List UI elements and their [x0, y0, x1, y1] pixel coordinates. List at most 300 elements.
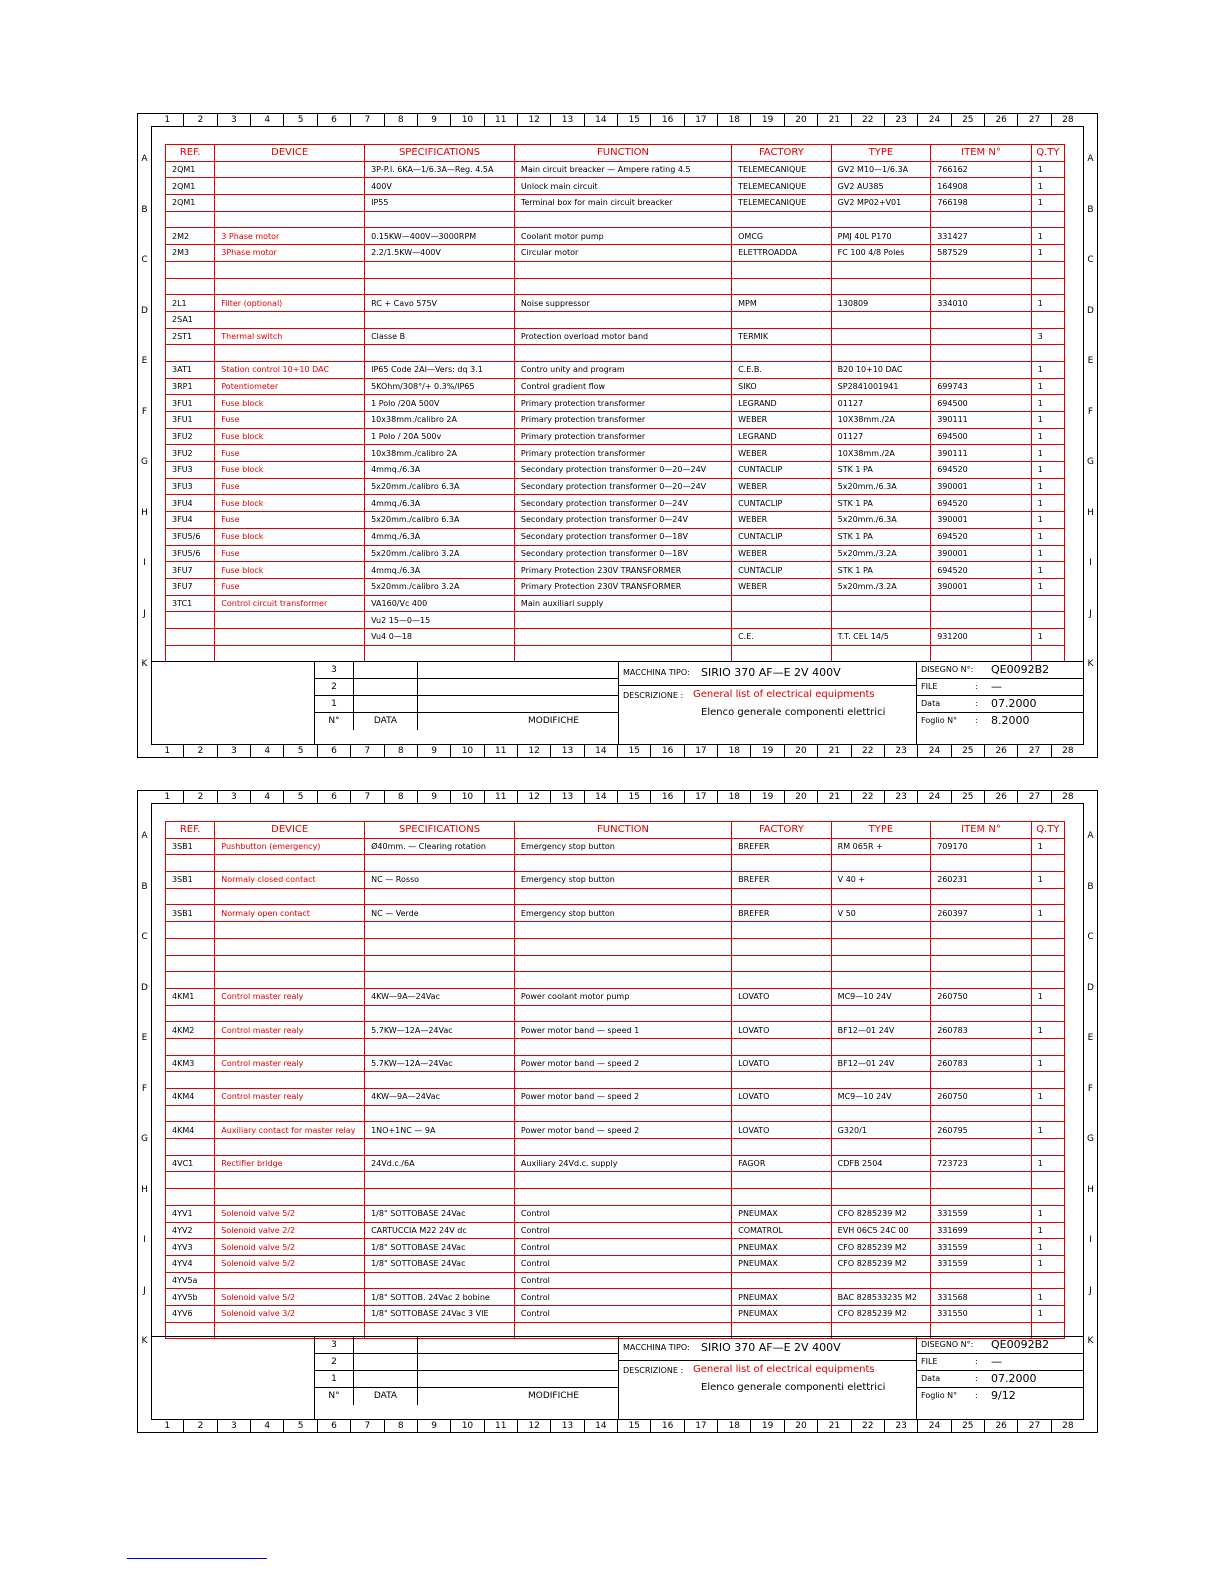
row-letter: G — [1087, 1134, 1094, 1144]
ruler-number: 9 — [417, 114, 450, 126]
row-letter: G — [141, 1134, 148, 1144]
table-row — [166, 428, 1065, 445]
ruler-number: 6 — [317, 1420, 350, 1432]
cell-type — [831, 1105, 931, 1122]
drawing-number: QE0092B2 — [991, 663, 1050, 676]
cell-device — [215, 261, 365, 278]
cell-function: Control — [514, 1255, 731, 1272]
cell-factory — [732, 1105, 832, 1122]
ruler-number: 11 — [484, 745, 517, 757]
table-row — [166, 245, 1065, 262]
cell-ref: 3FU3 — [166, 478, 215, 495]
cell-device — [215, 955, 365, 972]
cell-ref — [166, 1172, 215, 1189]
cell-ref: 4YV3 — [166, 1239, 215, 1256]
cell-spec: CARTUCCIA M22 24V dc — [365, 1222, 515, 1239]
column-ruler-bottom — [151, 744, 1084, 757]
ruler-number: 23 — [884, 1420, 917, 1432]
footer-link[interactable] — [127, 1553, 267, 1559]
ruler-number: 15 — [617, 791, 650, 803]
cell-factory: COMATROL — [732, 1222, 832, 1239]
cell-device — [215, 938, 365, 955]
cell-factory: LEGRAND — [732, 428, 832, 445]
table-row — [166, 345, 1065, 362]
row-letter: D — [1087, 982, 1094, 993]
ruler-number: 2 — [183, 791, 216, 803]
cell-type: B20 10+10 DAC — [831, 361, 931, 378]
cell-factory — [732, 1272, 832, 1289]
cell-device: Fuse — [215, 578, 365, 595]
cell-item: 390001 — [931, 512, 1032, 529]
drawing-number: QE0092B2 — [991, 1338, 1050, 1351]
cell-function — [514, 1139, 731, 1156]
cell-ref: 4YV5b — [166, 1289, 215, 1306]
cell-item: 931200 — [931, 628, 1032, 645]
ruler-number: 24 — [917, 745, 950, 757]
cell-qty: 1 — [1031, 1205, 1064, 1222]
cell-function — [514, 855, 731, 872]
ruler-number: 8 — [384, 791, 417, 803]
cell-function — [514, 922, 731, 939]
cell-item — [931, 311, 1032, 328]
cell-spec: IP55 — [365, 195, 515, 212]
ruler-number: 11 — [484, 1420, 517, 1432]
cell-device — [215, 855, 365, 872]
table-row — [166, 1189, 1065, 1206]
cell-factory: CUNTACLIP — [732, 528, 832, 545]
ruler-number: 1 — [164, 792, 171, 802]
cell-type: BF12—01 24V — [831, 1022, 931, 1039]
cell-device: Fuse — [215, 412, 365, 429]
column-header: FUNCTION — [514, 822, 731, 839]
table-body — [166, 838, 1065, 1339]
cell-qty — [1031, 612, 1064, 629]
cell-spec: Classe B — [365, 328, 515, 345]
cell-type: 01127 — [831, 428, 931, 445]
cell-device: Control master realy — [215, 1022, 365, 1039]
cell-spec — [365, 1272, 515, 1289]
cell-qty — [1031, 972, 1064, 989]
cell-qty — [1031, 1172, 1064, 1189]
cell-qty: 1 — [1031, 361, 1064, 378]
cell-device: Rectifier bridge — [215, 1155, 365, 1172]
revision-number: 2 — [315, 679, 354, 695]
cell-factory: PNEUMAX — [732, 1289, 832, 1306]
cell-type: 5x20mm./3.2A — [831, 578, 931, 595]
ruler-number: 1 — [164, 115, 171, 125]
row-letter: H — [141, 1184, 148, 1195]
cell-spec: 1 Polo /20A 500V — [365, 395, 515, 412]
table-row — [166, 1239, 1065, 1256]
cell-qty — [1031, 955, 1064, 972]
sheet-label: Foglio N° — [921, 716, 958, 725]
drawing-sheet-2 — [137, 790, 1098, 1433]
cell-item — [931, 855, 1032, 872]
cell-qty: 1 — [1031, 412, 1064, 429]
cell-factory: LOVATO — [732, 1122, 832, 1139]
cell-factory — [732, 955, 832, 972]
cell-ref: 4YV5a — [166, 1272, 215, 1289]
cell-ref: 3FU1 — [166, 412, 215, 429]
ruler-number: 19 — [750, 1420, 783, 1432]
cell-type: 5x20mm./6.3A — [831, 512, 931, 529]
cell-function: Secondary protection transformer 0—18V — [514, 545, 731, 562]
cell-factory: WEBER — [732, 545, 832, 562]
cell-qty: 1 — [1031, 1305, 1064, 1322]
cell-device: Fuse — [215, 545, 365, 562]
cell-qty: 1 — [1031, 445, 1064, 462]
cell-spec: 5x20mm./calibro 6.3A — [365, 478, 515, 495]
column-header: TYPE — [831, 145, 931, 162]
cell-item — [931, 361, 1032, 378]
cell-type — [831, 1139, 931, 1156]
cell-item: 699743 — [931, 378, 1032, 395]
cell-factory — [732, 855, 832, 872]
cell-qty: 1 — [1031, 1155, 1064, 1172]
cell-device — [215, 1139, 365, 1156]
cell-item: 334010 — [931, 295, 1032, 312]
row-letter: I — [143, 1235, 146, 1245]
ruler-number: 27 — [1017, 1420, 1050, 1432]
ruler-number: 7 — [350, 1420, 383, 1432]
sheet-value: 9/12 — [991, 1389, 1016, 1402]
cell-device: Fuse block — [215, 428, 365, 445]
table-row — [166, 872, 1065, 889]
cell-ref: 3SB1 — [166, 872, 215, 889]
column-header: ITEM N° — [931, 822, 1032, 839]
cell-spec: NC — Verde — [365, 905, 515, 922]
cell-spec — [365, 261, 515, 278]
ruler-number: 2 — [183, 745, 216, 757]
table-row — [166, 1272, 1065, 1289]
cell-device — [215, 311, 365, 328]
row-letter: F — [141, 1083, 148, 1094]
row-ruler-right — [1083, 126, 1097, 745]
cell-function — [514, 955, 731, 972]
cell-device — [215, 345, 365, 362]
cell-ref: 4KM4 — [166, 1089, 215, 1106]
cell-ref: 2QM1 — [166, 161, 215, 178]
row-ruler-left — [138, 126, 152, 745]
cell-function — [514, 1038, 731, 1055]
row-letter: D — [141, 982, 148, 993]
ruler-number: 13 — [550, 1420, 583, 1432]
cell-type — [831, 1072, 931, 1089]
cell-ref — [166, 922, 215, 939]
row-letter: C — [141, 932, 148, 942]
cell-item: 723723 — [931, 1155, 1032, 1172]
cell-item — [931, 888, 1032, 905]
ruler-number: 24 — [917, 114, 950, 126]
cell-type — [831, 1189, 931, 1206]
ruler-number: 3 — [217, 114, 250, 126]
table-header — [166, 145, 1065, 162]
cell-qty — [1031, 595, 1064, 612]
ruler-number: 9 — [417, 745, 450, 757]
ruler-number: 22 — [851, 745, 884, 757]
cell-spec: 24Vd.c./6A — [365, 1155, 515, 1172]
cell-qty: 1 — [1031, 905, 1064, 922]
table-row — [166, 888, 1065, 905]
ruler-number: 26 — [984, 114, 1017, 126]
cell-type — [831, 1172, 931, 1189]
cell-ref — [166, 1189, 215, 1206]
cell-item — [931, 922, 1032, 939]
cell-factory — [732, 972, 832, 989]
cell-device — [215, 1038, 365, 1055]
cell-type — [831, 211, 931, 228]
cell-type: 10X38mm./2A — [831, 412, 931, 429]
table-row — [166, 495, 1065, 512]
cell-device — [215, 1105, 365, 1122]
ruler-number: 1 — [164, 746, 171, 756]
cell-ref: 2M3 — [166, 245, 215, 262]
description-italian: Elenco generale componenti elettrici — [701, 707, 886, 718]
cell-qty: 1 — [1031, 1022, 1064, 1039]
cell-factory: LOVATO — [732, 1055, 832, 1072]
cell-item — [931, 328, 1032, 345]
cell-function: Control — [514, 1272, 731, 1289]
row-letter: A — [1087, 831, 1094, 841]
cell-function: Secondary protection transformer 0—24V — [514, 495, 731, 512]
ruler-number: 18 — [717, 1420, 750, 1432]
cell-device — [215, 1172, 365, 1189]
cell-type: 10X38mm./2A — [831, 445, 931, 462]
table-row — [166, 228, 1065, 245]
cell-item — [931, 211, 1032, 228]
cell-device — [215, 628, 365, 645]
ruler-number: 5 — [283, 791, 316, 803]
cell-spec — [365, 1139, 515, 1156]
date-label: Data — [921, 1374, 941, 1383]
table-row — [166, 1072, 1065, 1089]
cell-item: 260783 — [931, 1022, 1032, 1039]
cell-ref — [166, 261, 215, 278]
cell-spec: IP65 Code 2AI—Vers: dq 3.1 — [365, 361, 515, 378]
cell-type — [831, 1038, 931, 1055]
cell-factory — [732, 345, 832, 362]
cell-factory — [732, 922, 832, 939]
ruler-number: 8 — [384, 745, 417, 757]
title-block-blank — [151, 662, 314, 745]
cell-device: Solenoid valve 2/2 — [215, 1222, 365, 1239]
row-ruler-left — [138, 803, 152, 1420]
revision-number: 1 — [315, 696, 354, 712]
cell-factory — [732, 612, 832, 629]
revisions-block — [314, 1337, 619, 1420]
row-letter: H — [141, 507, 148, 518]
cell-device: 3 Phase motor — [215, 228, 365, 245]
table-row — [166, 1155, 1065, 1172]
cell-function: Auxiliary 24Vd.c. supply — [514, 1155, 731, 1172]
cell-type — [831, 278, 931, 295]
column-header: SPECIFICATIONS — [365, 145, 515, 162]
cell-factory — [732, 1172, 832, 1189]
ruler-number: 28 — [1051, 114, 1084, 126]
row-letter: K — [141, 659, 148, 669]
table-row — [166, 1289, 1065, 1306]
cell-spec — [365, 888, 515, 905]
cell-factory: PNEUMAX — [732, 1255, 832, 1272]
date-value: 07.2000 — [991, 697, 1037, 710]
table-row — [166, 972, 1065, 989]
cell-item: 390001 — [931, 545, 1032, 562]
cell-ref: 3FU2 — [166, 445, 215, 462]
cell-item: 331568 — [931, 1289, 1032, 1306]
cell-function: Secondary protection transformer 0—20—24V — [514, 462, 731, 479]
cell-function: Emergency stop button — [514, 905, 731, 922]
cell-spec: 5.7KW—12A—24Vac — [365, 1022, 515, 1039]
cell-factory — [732, 1038, 832, 1055]
cell-function — [514, 311, 731, 328]
file-value: — — [991, 680, 1002, 693]
cell-item — [931, 345, 1032, 362]
cell-device: Fuse block — [215, 495, 365, 512]
column-header: SPECIFICATIONS — [365, 822, 515, 839]
cell-spec: 10x38mm./calibro 2A — [365, 412, 515, 429]
cell-item: 164908 — [931, 178, 1032, 195]
ruler-number: 14 — [584, 745, 617, 757]
table-row — [166, 512, 1065, 529]
cell-device: Control master realy — [215, 988, 365, 1005]
cell-function: Primary protection transformer — [514, 428, 731, 445]
cell-spec: 5KOhm/308°/+ 0.3%/IP65 — [365, 378, 515, 395]
cell-device: Fuse block — [215, 395, 365, 412]
cell-item: 260231 — [931, 872, 1032, 889]
cell-spec: 5x20mm./calibro 6.3A — [365, 512, 515, 529]
cell-ref: 3SB1 — [166, 838, 215, 855]
sheet-value: 8.2000 — [991, 714, 1030, 727]
table-row — [166, 988, 1065, 1005]
cell-function: Control — [514, 1222, 731, 1239]
cell-qty: 1 — [1031, 462, 1064, 479]
row-letter: D — [141, 305, 148, 316]
cell-item: 694500 — [931, 428, 1032, 445]
cell-function: Emergency stop button — [514, 872, 731, 889]
cell-factory: LEGRAND — [732, 395, 832, 412]
cell-function — [514, 1189, 731, 1206]
cell-device: Control master realy — [215, 1055, 365, 1072]
ruler-number: 12 — [517, 791, 550, 803]
cell-device: Control master realy — [215, 1089, 365, 1106]
row-letter: J — [1089, 1285, 1092, 1296]
table-row — [166, 528, 1065, 545]
ruler-number: 23 — [884, 745, 917, 757]
table-row — [166, 1172, 1065, 1189]
cell-ref: 3FU5/6 — [166, 528, 215, 545]
cell-ref: 4YV1 — [166, 1205, 215, 1222]
cell-factory — [732, 278, 832, 295]
table-row — [166, 195, 1065, 212]
cell-qty: 1 — [1031, 1122, 1064, 1139]
cell-type: GV2 M10—1/6.3A — [831, 161, 931, 178]
table-row — [166, 211, 1065, 228]
cell-spec — [365, 311, 515, 328]
cell-function — [514, 612, 731, 629]
cell-ref — [166, 278, 215, 295]
cell-ref: 4YV4 — [166, 1255, 215, 1272]
ruler-number: 20 — [784, 791, 817, 803]
row-letter: J — [143, 1285, 146, 1296]
row-letter: K — [141, 1336, 148, 1346]
cell-qty: 1 — [1031, 178, 1064, 195]
cell-spec — [365, 855, 515, 872]
cell-qty — [1031, 888, 1064, 905]
cell-function: Primary Protection 230V TRANSFORMER — [514, 562, 731, 579]
cell-item: 260795 — [931, 1122, 1032, 1139]
table-row — [166, 922, 1065, 939]
row-letter: F — [1087, 1083, 1094, 1094]
cell-device: Fuse block — [215, 528, 365, 545]
description-english: General list of electrical equipments — [693, 689, 875, 700]
description-block — [618, 1337, 917, 1420]
table-row — [166, 1255, 1065, 1272]
table-row — [166, 161, 1065, 178]
ruler-number: 28 — [1051, 1420, 1084, 1432]
revision-number: 1 — [315, 1371, 354, 1387]
ruler-number: 15 — [617, 114, 650, 126]
drawing-number-label: DISEGNO N°: — [921, 1340, 974, 1349]
row-letter: D — [1087, 305, 1094, 316]
cell-function: Coolant motor pump — [514, 228, 731, 245]
cell-spec — [365, 645, 515, 662]
revisions-block — [314, 662, 619, 745]
cell-type: T.T. CEL 14/5 — [831, 628, 931, 645]
cell-function: Control — [514, 1205, 731, 1222]
cell-function: Contro unity and program — [514, 361, 731, 378]
cell-qty: 1 — [1031, 1255, 1064, 1272]
cell-spec: VA160/Vc 400 — [365, 595, 515, 612]
column-header: DEVICE — [215, 822, 365, 839]
row-letter: A — [141, 154, 148, 164]
cell-device: 3Phase motor — [215, 245, 365, 262]
file-label: FILE — [921, 682, 938, 691]
cell-qty: 1 — [1031, 1089, 1064, 1106]
table-row — [166, 178, 1065, 195]
cell-type: PMJ 40L P170 — [831, 228, 931, 245]
cell-qty — [1031, 1038, 1064, 1055]
cell-type: RM 065R + — [831, 838, 931, 855]
column-ruler-top — [151, 114, 1084, 127]
cell-spec: 4mmq./6.3A — [365, 495, 515, 512]
cell-type: STK 1 PA — [831, 528, 931, 545]
ruler-number: 15 — [617, 1420, 650, 1432]
cell-device: Solenoid valve 5/2 — [215, 1255, 365, 1272]
cell-item — [931, 1139, 1032, 1156]
cell-function: Protection overload motor band — [514, 328, 731, 345]
table-row — [166, 1005, 1065, 1022]
cell-device: Filter (optional) — [215, 295, 365, 312]
ruler-number: 6 — [317, 114, 350, 126]
date-value: 07.2000 — [991, 1372, 1037, 1385]
cell-spec — [365, 1189, 515, 1206]
cell-spec: 4mmq./6.3A — [365, 528, 515, 545]
table-row — [166, 938, 1065, 955]
ruler-number: 4 — [250, 114, 283, 126]
row-letter: E — [1087, 1033, 1094, 1043]
table-row — [166, 578, 1065, 595]
cell-spec: RC + Cavo 575V — [365, 295, 515, 312]
cell-factory: WEBER — [732, 478, 832, 495]
title-block — [151, 661, 1084, 745]
cell-qty: 1 — [1031, 528, 1064, 545]
row-letter: I — [143, 558, 146, 568]
ruler-number: 24 — [917, 1420, 950, 1432]
cell-device: Station control 10+10 DAC — [215, 361, 365, 378]
cell-qty — [1031, 345, 1064, 362]
cell-factory: FAGOR — [732, 1155, 832, 1172]
cell-ref — [166, 612, 215, 629]
